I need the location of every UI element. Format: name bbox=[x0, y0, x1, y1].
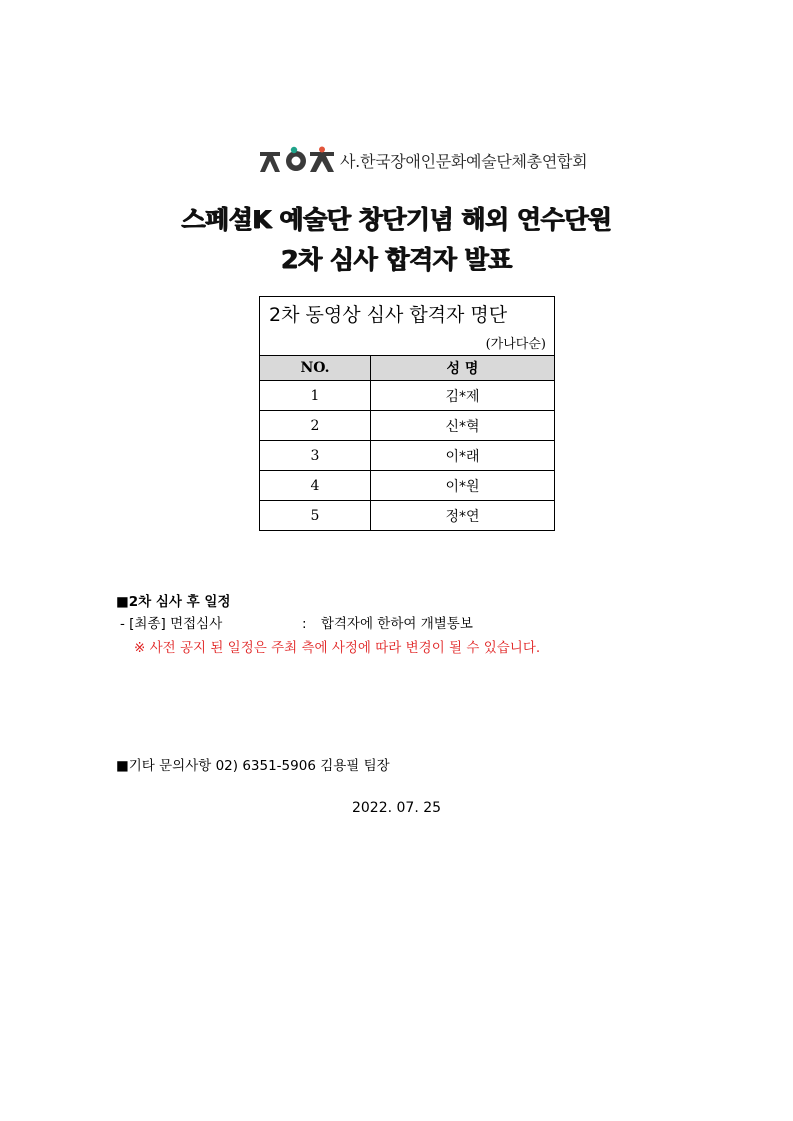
row-number: 1 bbox=[260, 381, 371, 411]
schedule-item-label: - [최종] 면접심사 bbox=[120, 616, 223, 632]
row-number: 4 bbox=[260, 471, 371, 501]
column-header-no: NO. bbox=[260, 356, 371, 381]
row-name: 김*제 bbox=[371, 381, 555, 411]
row-number: 2 bbox=[260, 411, 371, 441]
sort-order-note: (가나다순) bbox=[485, 337, 546, 352]
schedule-section-title: ■2차 심사 후 일정 bbox=[116, 594, 231, 610]
page-title-line-2: 2차 심사 합격자 발표 bbox=[281, 245, 512, 274]
table-row bbox=[260, 441, 555, 471]
table-caption: 2차 동영상 심사 합격자 명단 bbox=[269, 304, 508, 326]
announcement-date: 2022. 07. 25 bbox=[351, 800, 442, 816]
organization-header bbox=[258, 146, 587, 174]
row-name: 이*원 bbox=[371, 471, 555, 501]
schedule-item bbox=[120, 612, 473, 632]
table-row bbox=[260, 471, 555, 501]
row-name: 신*혁 bbox=[371, 411, 555, 441]
table-row bbox=[260, 381, 555, 411]
kodaf-logo-icon bbox=[258, 146, 336, 174]
row-number: 3 bbox=[260, 441, 371, 471]
table-header-row bbox=[260, 356, 555, 381]
schedule-item-value: 합격자에 한하여 개별통보 bbox=[320, 616, 473, 632]
passer-list-table bbox=[259, 296, 555, 531]
column-header-name: 성 명 bbox=[371, 356, 555, 381]
table-row bbox=[260, 501, 555, 531]
row-name: 이*래 bbox=[371, 441, 555, 471]
table-caption-row bbox=[260, 297, 555, 356]
schedule-item-separator: : bbox=[301, 616, 307, 632]
row-name: 정*연 bbox=[371, 501, 555, 531]
table-caption-cell bbox=[260, 297, 555, 356]
schedule-change-notice: ※ 사전 공지 된 일정은 주최 측에 사정에 따라 변경이 될 수 있습니다. bbox=[134, 640, 541, 656]
page-title-line-1: 스페셜K 예술단 창단기념 해외 연수단원 bbox=[181, 205, 612, 234]
row-number: 5 bbox=[260, 501, 371, 531]
table-row bbox=[260, 411, 555, 441]
contact-info: ■기타 문의사항 02) 6351-5906 김용필 팀장 bbox=[116, 758, 390, 774]
organization-name: 사.한국장애인문화예술단체총연합회 bbox=[340, 151, 588, 171]
